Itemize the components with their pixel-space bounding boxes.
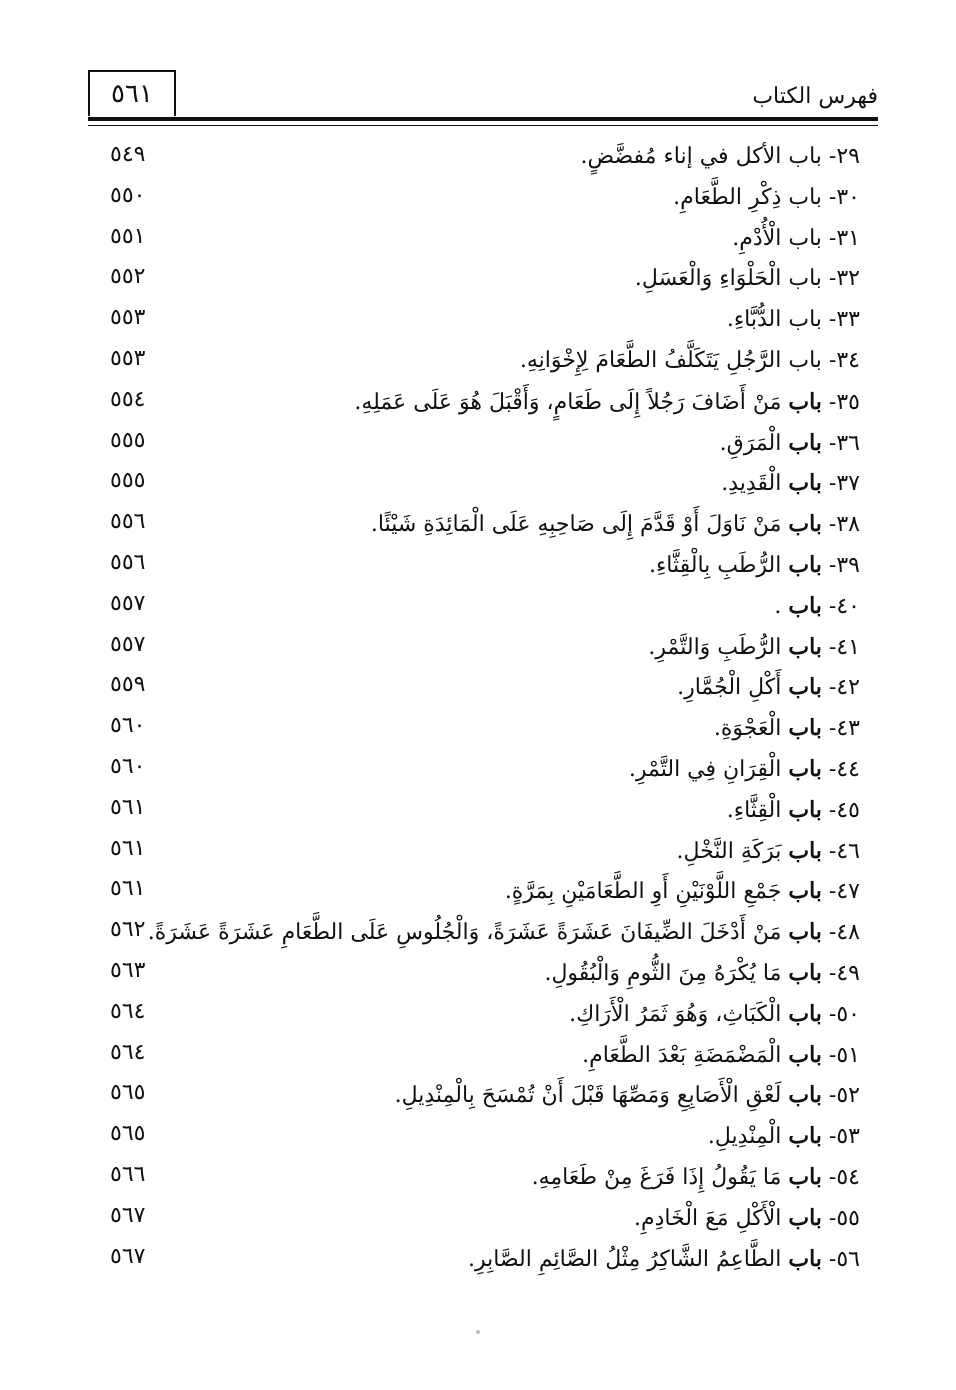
toc-entry-title: [634, 1203, 860, 1234]
entry-text: الْأُدْمِ.: [732, 225, 782, 251]
entry-text: جَمْعِ اللَّوْنَيْنِ أَوِ الطَّعَامَيْنِ بِمَرَّةٍ.: [504, 879, 782, 905]
page-header: [88, 70, 878, 122]
toc-entry-title: [727, 305, 860, 335]
entry-page-number: ٥٦٤: [110, 1039, 146, 1065]
entry-page-number: ٥٥٣: [110, 305, 146, 331]
entry-page-number: ٥٥٦: [110, 509, 146, 535]
entry-keyword: باب: [788, 592, 822, 619]
toc-entry-title: [354, 387, 860, 418]
entry-text: لَعْقِ الْأَصَابِعِ وَمَصِّهَا قَبْلَ أَنْ تُمْسَحَ بِالْمِنْدِيلِ.: [394, 1083, 782, 1109]
toc-entry-title: [714, 713, 860, 744]
entry-text: الرُّطَبِ وَالتَّمْرِ.: [648, 634, 782, 660]
entry-number: ٤٩-: [828, 960, 860, 986]
entry-page-number: ٥٥١: [110, 223, 146, 249]
entry-keyword: باب: [788, 307, 822, 333]
entry-text: الأكل في إناء مُفضَّضٍ.: [580, 144, 782, 169]
page-number: ٥٦١: [111, 79, 153, 109]
entry-keyword: باب: [788, 225, 822, 251]
entry-text: ذِكْرِ الطَّعَامِ.: [673, 184, 782, 210]
toc-entry-title: [395, 1080, 860, 1111]
toc-entry: [100, 913, 860, 954]
page-number-box: [88, 70, 176, 116]
entry-page-number: ٥٦١: [110, 794, 146, 820]
entry-number: ٤٤-: [828, 756, 860, 782]
entry-number: ٤٠-: [828, 593, 860, 619]
toc-entry: [100, 301, 860, 342]
entry-keyword: باب: [788, 1041, 822, 1068]
entry-text: الْمَرَقِ.: [719, 430, 782, 456]
entry-page-number: ٥٦٤: [110, 998, 146, 1024]
toc-entry-title: [774, 591, 860, 622]
entry-number: ٥١-: [828, 1042, 860, 1068]
entry-number: ٤٧-: [828, 879, 860, 905]
toc-entry: [100, 1117, 860, 1158]
entry-number: ٣٥-: [828, 389, 860, 415]
toc-entry-title: [505, 876, 860, 907]
entry-page-number: ٥٥٣: [110, 345, 146, 371]
entry-keyword: باب: [788, 266, 822, 292]
entry-text: الرُّطَبِ بِالْقِثَّاءِ.: [648, 552, 782, 578]
entry-page-number: ٥٦٣: [110, 957, 146, 983]
toc-entry: [100, 1036, 860, 1077]
entry-number: ٤٢-: [828, 675, 860, 701]
toc-entry-title: [677, 836, 860, 867]
toc-entry: [100, 709, 860, 750]
toc-entry-title: [581, 142, 860, 172]
entry-text: مَنْ أَضَافَ رَجُلاً إِلَى طَعَامٍ، وَأَقْبَلَ هُوَ عَلَى عَمَلِهِ.: [354, 389, 782, 415]
toc-entry-title: [708, 1121, 860, 1152]
toc-entry-title: [720, 428, 860, 459]
entry-keyword: باب: [788, 1245, 822, 1272]
toc-entry: [100, 1199, 860, 1240]
entry-number: ٤١-: [828, 634, 860, 660]
entry-page-number: ٥٥٦: [110, 549, 146, 575]
entry-text: الْكَبَاثِ، وَهُوَ ثَمَرُ الْأَرَاكِ.: [569, 1001, 782, 1027]
toc-entry: [100, 1158, 860, 1199]
header-rule-thick: [88, 117, 878, 121]
toc-entry: [100, 383, 860, 424]
entry-number: ٣١-: [828, 225, 860, 251]
toc-entry: [100, 260, 860, 301]
toc-entry: [100, 1076, 860, 1117]
entry-text: الْأَكْلِ مَعَ الْخَادِمِ.: [633, 1205, 782, 1231]
entry-keyword: باب: [788, 429, 822, 456]
entry-text: الْقِرَانِ فِي التَّمْرِ.: [628, 756, 782, 782]
entry-number: ٣٠-: [828, 184, 860, 210]
footer-dot: [476, 1330, 480, 1334]
entry-keyword: باب: [788, 1123, 822, 1150]
entry-keyword: باب: [788, 755, 822, 782]
entry-keyword: باب: [788, 959, 822, 986]
toc-entry-title: [532, 1162, 860, 1193]
entry-number: ٣٣-: [828, 307, 860, 333]
header-rule-thin: [88, 125, 878, 126]
toc-entry-title: [582, 1040, 860, 1071]
entry-number: ٥٢-: [828, 1083, 860, 1109]
entry-keyword: باب: [788, 511, 822, 538]
entry-number: ٤٥-: [828, 797, 860, 823]
entry-page-number: ٥٦٠: [110, 753, 146, 779]
entry-text: أَكْلِ الْجُمَّارِ.: [677, 675, 782, 701]
entry-page-number: ٥٦٦: [110, 1161, 146, 1187]
toc-entry: [100, 954, 860, 995]
toc-entry-title: [468, 1244, 860, 1275]
toc-entry-title: [569, 999, 860, 1030]
entry-keyword: باب: [788, 878, 822, 905]
entry-number: ٥٥-: [828, 1205, 860, 1231]
entry-page-number: ٥٦١: [110, 835, 146, 861]
toc-entry-title: [721, 468, 860, 499]
entry-keyword: باب: [788, 551, 822, 578]
toc-entry: [100, 872, 860, 913]
entry-page-number: ٥٦٥: [110, 1121, 146, 1147]
toc-entry: [100, 505, 860, 546]
entry-text: .: [774, 593, 782, 619]
entry-number: ٥٣-: [828, 1124, 860, 1150]
entry-page-number: ٥٥٤: [110, 386, 146, 412]
toc-entry: [100, 220, 860, 261]
entry-number: ٥٠-: [828, 1001, 860, 1027]
entry-keyword: باب: [788, 470, 822, 497]
entry-number: ٣٢-: [828, 266, 860, 292]
entry-number: ٤٨-: [828, 920, 860, 946]
entry-text: مَنْ نَاوَلَ أَوْ قَدَّمَ إِلَى صَاحِبِهِ عَلَى الْمَائِدَةِ شَيْئًا.: [370, 512, 782, 538]
entry-keyword: باب: [788, 1082, 822, 1109]
entry-page-number: ٥٥٠: [110, 182, 146, 208]
entry-number: ٢٩-: [828, 144, 860, 169]
entry-number: ٣٦-: [828, 430, 860, 456]
entry-text: الدُّبَّاءِ.: [726, 307, 782, 333]
entry-page-number: ٥٦٠: [110, 713, 146, 739]
toc-entry-title: [727, 795, 860, 826]
entry-number: ٥٦-: [828, 1246, 860, 1272]
entry-number: ٤٦-: [828, 838, 860, 864]
entry-page-number: ٥٥٢: [110, 264, 146, 290]
entry-page-number: ٥٥٥: [110, 468, 146, 494]
entry-keyword: باب: [788, 796, 822, 823]
entry-keyword: باب: [788, 347, 822, 373]
running-title: فهرس الكتاب: [752, 84, 878, 109]
entry-text: بَرَكَةِ النَّخْلِ.: [676, 838, 782, 864]
toc-entry: [100, 587, 860, 628]
toc-entry: [100, 668, 860, 709]
entry-page-number: ٥٦٧: [110, 1243, 146, 1269]
entry-text: الْمَضْمَضَةِ بَعْدَ الطَّعَامِ.: [582, 1042, 782, 1068]
entry-keyword: باب: [788, 144, 822, 169]
entry-page-number: ٥٦١: [110, 876, 146, 902]
entry-page-number: ٥٥٧: [110, 590, 146, 616]
entry-text: الْعَجْوَةِ.: [713, 716, 782, 742]
toc-entry-title: [677, 672, 860, 703]
toc-entry-title: [520, 346, 860, 376]
entry-page-number: ٥٥٩: [110, 672, 146, 698]
entry-page-number: ٥٥٧: [110, 631, 146, 657]
toc-entry: [100, 138, 860, 179]
entry-text: مَنْ أَدْخَلَ الضِّيفَانَ عَشَرَةً عَشَرَةً، وَالْجُلُوسِ عَلَى الطَّعَامِ عَشَرَةً عَشَرَةً.: [147, 920, 782, 946]
toc-entry: [100, 179, 860, 220]
entry-keyword: باب: [788, 715, 822, 742]
entry-number: ٥٤-: [828, 1164, 860, 1190]
entry-text: الْحَلْوَاءِ وَالْعَسَلِ.: [634, 266, 782, 292]
entry-page-number: ٥٦٧: [110, 1202, 146, 1228]
toc-entry-title: [629, 754, 860, 785]
toc-entry-title: [148, 917, 860, 948]
toc-entry: [100, 750, 860, 791]
entry-keyword: باب: [788, 1163, 822, 1190]
entry-keyword: باب: [788, 1204, 822, 1231]
entry-number: ٣٤-: [828, 347, 860, 373]
entry-number: ٤٣-: [828, 716, 860, 742]
table-of-contents: [100, 138, 860, 1280]
entry-number: ٣٧-: [828, 471, 860, 497]
entry-page-number: ٥٦٥: [110, 1080, 146, 1106]
toc-entry: [100, 628, 860, 669]
entry-keyword: باب: [788, 674, 822, 701]
toc-entry-title: [732, 224, 860, 254]
toc-entry: [100, 995, 860, 1036]
entry-text: مَا يُكْرَهُ مِنَ الثُّومِ وَالْبُقُولِ.: [544, 960, 782, 986]
toc-entry: [100, 342, 860, 383]
entry-keyword: باب: [788, 388, 822, 415]
entry-number: ٣٩-: [828, 552, 860, 578]
toc-entry: [100, 424, 860, 465]
toc-entry-title: [544, 958, 860, 989]
toc-entry-title: [635, 264, 860, 294]
entry-text: الطَّاعِمُ الشَّاكِرُ مِثْلُ الصَّائِمِ الصَّابِرِ.: [468, 1246, 782, 1272]
entry-page-number: ٥٤٩: [110, 142, 146, 167]
toc-entry: [100, 546, 860, 587]
entry-keyword: باب: [788, 184, 822, 210]
toc-entry: [100, 464, 860, 505]
entry-text: الْقِثَّاءِ.: [726, 797, 782, 823]
toc-entry: [100, 1240, 860, 1281]
entry-keyword: باب: [788, 919, 822, 946]
entry-text: الْقَدِيدِ.: [721, 471, 782, 497]
entry-text: الْمِنْدِيلِ.: [707, 1124, 782, 1150]
toc-entry-title: [371, 509, 860, 540]
toc-entry-title: [673, 183, 860, 213]
toc-entry-title: [649, 550, 860, 581]
toc-entry: [100, 832, 860, 873]
entry-text: الرَّجُلِ يَتَكَلَّفُ الطَّعَامَ لِإِخْوَانِهِ.: [519, 347, 782, 373]
toc-entry-title: [648, 632, 860, 663]
toc-entry: [100, 791, 860, 832]
entry-text: مَا يَقُولُ إِذَا فَرَغَ مِنْ طَعَامِهِ.: [531, 1164, 782, 1190]
entry-keyword: باب: [788, 837, 822, 864]
entry-number: ٣٨-: [828, 512, 860, 538]
entry-page-number: ٥٦٢: [110, 917, 146, 943]
entry-page-number: ٥٥٥: [110, 427, 146, 453]
entry-keyword: باب: [788, 1000, 822, 1027]
entry-keyword: باب: [788, 633, 822, 660]
